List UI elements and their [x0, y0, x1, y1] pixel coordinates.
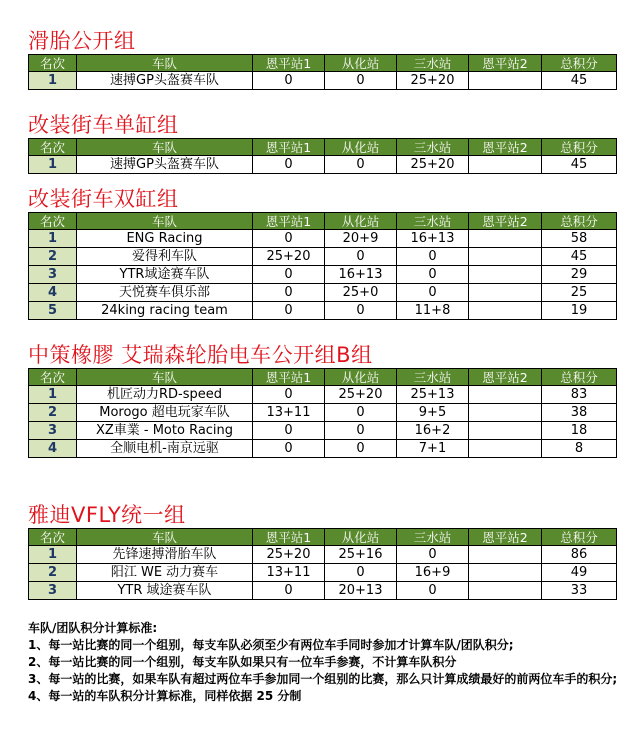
station-score-cell: 9+5 — [397, 404, 469, 422]
station-score-cell: 0 — [253, 386, 325, 404]
team-cell: 机匠动力RD-speed — [77, 386, 253, 404]
table-row — [29, 302, 617, 320]
standings-section — [28, 112, 616, 174]
total-cell: 83 — [542, 386, 617, 404]
column-header: 从化站 — [325, 369, 397, 386]
station-score-cell — [469, 248, 542, 266]
table-header-row — [29, 369, 617, 386]
column-header: 三水站 — [397, 55, 469, 72]
rank-cell: 1 — [29, 156, 77, 174]
station-score-cell — [469, 156, 542, 174]
notes-heading: 车队/团队积分计算标准: — [28, 621, 158, 635]
station-score-cell: 0 — [325, 72, 397, 90]
team-cell: Morogo 超电玩家车队 — [77, 404, 253, 422]
column-header: 名次 — [29, 55, 77, 72]
table-row — [29, 72, 617, 90]
column-header: 名次 — [29, 139, 77, 156]
total-cell: 45 — [542, 248, 617, 266]
table-row — [29, 440, 617, 458]
rank-cell: 1 — [29, 230, 77, 248]
column-header: 从化站 — [325, 139, 397, 156]
station-score-cell: 25+20 — [397, 72, 469, 90]
column-header: 三水站 — [397, 139, 469, 156]
table-row — [29, 404, 617, 422]
team-cell: 24king racing team — [77, 302, 253, 320]
station-score-cell: 0 — [253, 230, 325, 248]
station-score-cell — [469, 230, 542, 248]
station-score-cell — [469, 422, 542, 440]
column-header: 名次 — [29, 529, 77, 546]
table-header-row — [29, 529, 617, 546]
station-score-cell: 0 — [397, 284, 469, 302]
table-header-row — [29, 213, 617, 230]
column-header: 恩平站2 — [469, 213, 542, 230]
column-header: 恩平站1 — [253, 55, 325, 72]
column-header: 总积分 — [542, 529, 617, 546]
standings-section — [28, 342, 616, 458]
rank-cell: 1 — [29, 386, 77, 404]
station-score-cell: 25+20 — [397, 156, 469, 174]
total-cell: 45 — [542, 72, 617, 90]
column-header: 车队 — [77, 213, 253, 230]
section-title: 改装街车单缸组 — [28, 113, 179, 137]
standings-section — [28, 28, 616, 90]
table-row — [29, 564, 617, 582]
team-cell: 爱得利车队 — [77, 248, 253, 266]
column-header: 名次 — [29, 369, 77, 386]
column-header: 恩平站2 — [469, 529, 542, 546]
station-score-cell: 0 — [253, 72, 325, 90]
station-score-cell: 0 — [325, 156, 397, 174]
station-score-cell: 25+20 — [325, 386, 397, 404]
station-score-cell: 0 — [325, 422, 397, 440]
rank-cell: 3 — [29, 582, 77, 600]
column-header: 从化站 — [325, 55, 397, 72]
column-header: 总积分 — [542, 369, 617, 386]
column-header: 恩平站2 — [469, 139, 542, 156]
standings-table — [28, 212, 617, 320]
table-row — [29, 386, 617, 404]
station-score-cell: 0 — [325, 440, 397, 458]
column-header: 名次 — [29, 213, 77, 230]
station-score-cell — [469, 284, 542, 302]
rank-cell: 4 — [29, 284, 77, 302]
table-row — [29, 422, 617, 440]
station-score-cell: 0 — [253, 582, 325, 600]
column-header: 三水站 — [397, 529, 469, 546]
standings-section — [28, 502, 616, 600]
station-score-cell: 0 — [397, 248, 469, 266]
station-score-cell: 0 — [325, 404, 397, 422]
total-cell: 8 — [542, 440, 617, 458]
column-header: 车队 — [77, 369, 253, 386]
station-score-cell: 25+0 — [325, 284, 397, 302]
rank-cell: 2 — [29, 564, 77, 582]
column-header: 恩平站1 — [253, 529, 325, 546]
station-score-cell — [469, 72, 542, 90]
note-item-1: 1、每一站比赛的同一个组别，每支车队必须至少有两位车手同时参加才计算车队/团队积分; — [28, 638, 514, 652]
table-row — [29, 248, 617, 266]
note-item-4: 4、每一站的车队积分计算标准，同样依据 25 分制 — [28, 689, 302, 703]
section-title: 中策橡膠 艾瑞森轮胎电车公开组B组 — [28, 343, 373, 367]
column-header: 恩平站2 — [469, 55, 542, 72]
team-cell: 速搏GP头盔赛车队 — [77, 156, 253, 174]
station-score-cell: 13+11 — [253, 564, 325, 582]
column-header: 车队 — [77, 139, 253, 156]
table-row — [29, 582, 617, 600]
total-cell: 29 — [542, 266, 617, 284]
column-header: 三水站 — [397, 213, 469, 230]
station-score-cell: 0 — [253, 284, 325, 302]
team-cell: ENG Racing — [77, 230, 253, 248]
team-cell: 速搏GP头盔赛车队 — [77, 72, 253, 90]
total-cell: 25 — [542, 284, 617, 302]
table-row — [29, 266, 617, 284]
column-header: 总积分 — [542, 139, 617, 156]
total-cell: 49 — [542, 564, 617, 582]
standings-section — [28, 186, 616, 320]
column-header: 总积分 — [542, 55, 617, 72]
station-score-cell: 11+8 — [397, 302, 469, 320]
station-score-cell — [469, 564, 542, 582]
station-score-cell: 16+13 — [397, 230, 469, 248]
rank-cell: 4 — [29, 440, 77, 458]
station-score-cell — [469, 582, 542, 600]
rank-cell: 2 — [29, 404, 77, 422]
table-header-row — [29, 55, 617, 72]
note-item-3: 3、每一站的比赛，如果车队有超过两位车手参加同一个组别的比赛，那么只计算成绩最好的前两位车手的积分; — [28, 672, 618, 686]
column-header: 恩平站1 — [253, 213, 325, 230]
column-header: 总积分 — [542, 213, 617, 230]
station-score-cell: 0 — [253, 156, 325, 174]
column-header: 三水站 — [397, 369, 469, 386]
team-cell: 阳江 WE 动力赛车 — [77, 564, 253, 582]
station-score-cell — [469, 404, 542, 422]
team-cell: 全顺电机-南京远驱 — [77, 440, 253, 458]
section-title: 雅迪VFLY统一组 — [28, 503, 186, 527]
table-header-row — [29, 139, 617, 156]
section-title: 滑胎公开组 — [28, 29, 136, 53]
station-score-cell: 16+2 — [397, 422, 469, 440]
rank-cell: 1 — [29, 72, 77, 90]
team-cell: XZ車業 - Moto Racing — [77, 422, 253, 440]
rank-cell: 1 — [29, 546, 77, 564]
station-score-cell: 0 — [253, 302, 325, 320]
team-cell: YTR 域途赛车队 — [77, 582, 253, 600]
column-header: 恩平站1 — [253, 139, 325, 156]
column-header: 车队 — [77, 55, 253, 72]
station-score-cell — [469, 266, 542, 284]
section-title: 改装街车双缸组 — [28, 187, 179, 211]
station-score-cell: 13+11 — [253, 404, 325, 422]
station-score-cell: 25+20 — [253, 248, 325, 266]
station-score-cell — [469, 386, 542, 404]
station-score-cell: 25+20 — [253, 546, 325, 564]
station-score-cell: 0 — [325, 564, 397, 582]
station-score-cell: 20+13 — [325, 582, 397, 600]
station-score-cell: 0 — [253, 266, 325, 284]
station-score-cell — [469, 440, 542, 458]
station-score-cell — [469, 302, 542, 320]
total-cell: 19 — [542, 302, 617, 320]
team-cell: YTR域途赛车队 — [77, 266, 253, 284]
column-header: 恩平站2 — [469, 369, 542, 386]
column-header: 从化站 — [325, 529, 397, 546]
station-score-cell — [469, 546, 542, 564]
note-item-2: 2、每一站比赛的同一个组别，每支车队如果只有一位车手参赛，不计算车队积分 — [28, 655, 457, 669]
station-score-cell: 0 — [397, 546, 469, 564]
total-cell: 33 — [542, 582, 617, 600]
table-row — [29, 546, 617, 564]
table-row — [29, 156, 617, 174]
station-score-cell: 20+9 — [325, 230, 397, 248]
scoring-notes — [28, 620, 620, 705]
total-cell: 86 — [542, 546, 617, 564]
station-score-cell: 16+9 — [397, 564, 469, 582]
standings-table — [28, 528, 617, 600]
total-cell: 18 — [542, 422, 617, 440]
station-score-cell: 7+1 — [397, 440, 469, 458]
team-cell: 先锋速搏滑胎车队 — [77, 546, 253, 564]
column-header: 恩平站1 — [253, 369, 325, 386]
table-row — [29, 230, 617, 248]
station-score-cell: 16+13 — [325, 266, 397, 284]
standings-table — [28, 54, 617, 90]
standings-table — [28, 368, 617, 458]
total-cell: 58 — [542, 230, 617, 248]
rank-cell: 3 — [29, 266, 77, 284]
station-score-cell: 0 — [325, 302, 397, 320]
station-score-cell: 0 — [253, 440, 325, 458]
rank-cell: 3 — [29, 422, 77, 440]
table-row — [29, 284, 617, 302]
total-cell: 38 — [542, 404, 617, 422]
rank-cell: 2 — [29, 248, 77, 266]
station-score-cell: 0 — [253, 422, 325, 440]
station-score-cell: 0 — [397, 582, 469, 600]
team-cell: 天悦赛车俱乐部 — [77, 284, 253, 302]
station-score-cell: 25+13 — [397, 386, 469, 404]
rank-cell: 5 — [29, 302, 77, 320]
total-cell: 45 — [542, 156, 617, 174]
column-header: 车队 — [77, 529, 253, 546]
station-score-cell: 0 — [325, 248, 397, 266]
station-score-cell: 25+16 — [325, 546, 397, 564]
station-score-cell: 0 — [397, 266, 469, 284]
standings-table — [28, 138, 617, 174]
column-header: 从化站 — [325, 213, 397, 230]
